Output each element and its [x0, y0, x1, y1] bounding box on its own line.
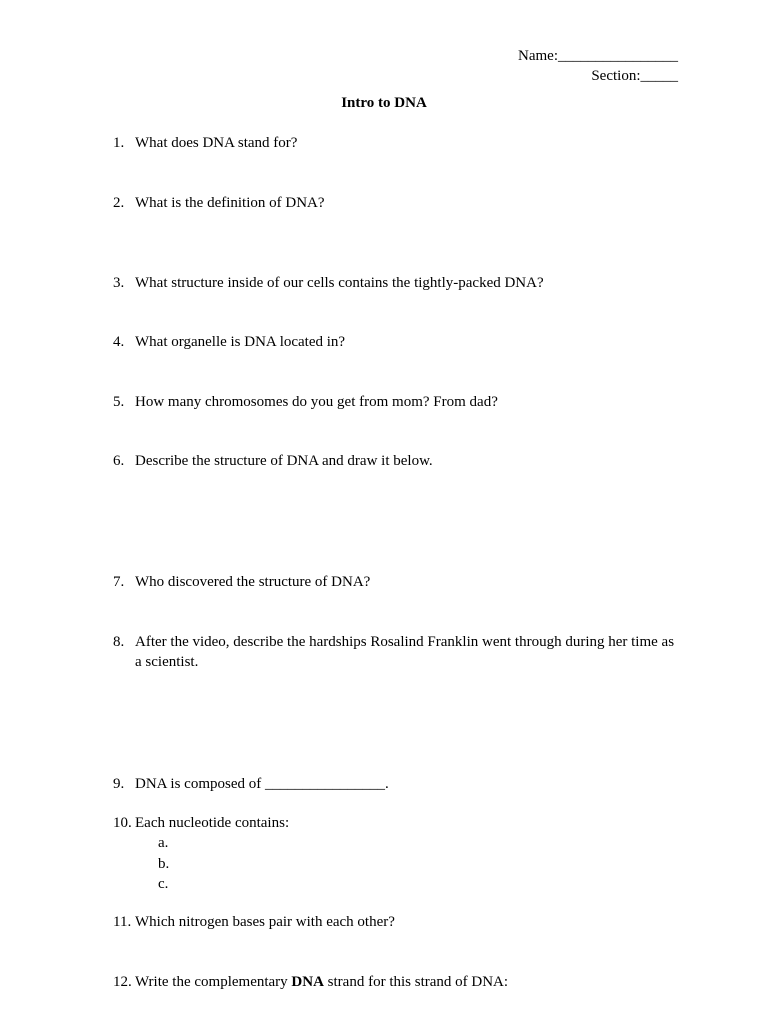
- question-11: [113, 912, 683, 932]
- question-12: [113, 972, 683, 992]
- bold-dna-word: DNA: [291, 974, 324, 990]
- question-number: 3.: [113, 275, 125, 291]
- sub-item-a: a.: [158, 835, 169, 851]
- page-title: Intro to DNA: [341, 95, 427, 111]
- question-text: What structure inside of our cells contains the tightly-packed DNA?: [135, 275, 544, 291]
- question-number: 8.: [113, 634, 125, 650]
- question-6: [113, 451, 683, 471]
- question-text-start: Write the complementary: [135, 974, 292, 990]
- name-field-line: Name:________________: [518, 48, 678, 64]
- question-7: [113, 572, 683, 592]
- question-1: [113, 133, 683, 153]
- question-text: Describe the structure of DNA and draw it below.: [135, 453, 433, 469]
- question-5: [113, 392, 683, 412]
- question-number: 4.: [113, 334, 125, 350]
- question-text: [135, 972, 683, 992]
- question-number: 10.: [113, 815, 132, 831]
- question-2: [113, 193, 683, 213]
- question-number: 1.: [113, 135, 125, 151]
- question-number: 11.: [113, 914, 132, 930]
- question-number: 5.: [113, 394, 125, 410]
- question-text: DNA is composed of ________________.: [135, 776, 389, 792]
- section-field-line: Section:_____: [591, 68, 678, 84]
- question-text: After the video, describe the hardships Rosalind Franklin went through during her time as a scientist.: [135, 634, 675, 670]
- question-text: Who discovered the structure of DNA?: [135, 574, 371, 590]
- question-number: 2.: [113, 195, 125, 211]
- question-text: Which nitrogen bases pair with each other?: [135, 914, 395, 930]
- question-text-end: strand for this strand of DNA:: [323, 974, 509, 990]
- question-4: [113, 332, 683, 352]
- question-8: [113, 632, 683, 672]
- sub-item-b: b.: [158, 856, 170, 872]
- question-9: [113, 774, 683, 794]
- question-10: [113, 813, 683, 833]
- question-text: Each nucleotide contains:: [135, 815, 290, 831]
- question-text: What organelle is DNA located in?: [135, 334, 346, 350]
- question-text: What is the definition of DNA?: [135, 195, 325, 211]
- question-3: [113, 273, 683, 293]
- sub-item-c: c.: [158, 876, 169, 892]
- question-number: 7.: [113, 574, 125, 590]
- question-number: 6.: [113, 453, 125, 469]
- question-text: What does DNA stand for?: [135, 135, 298, 151]
- question-text: How many chromosomes do you get from mom? From dad?: [135, 394, 498, 410]
- question-number: 9.: [113, 776, 125, 792]
- question-number: 12.: [113, 974, 132, 990]
